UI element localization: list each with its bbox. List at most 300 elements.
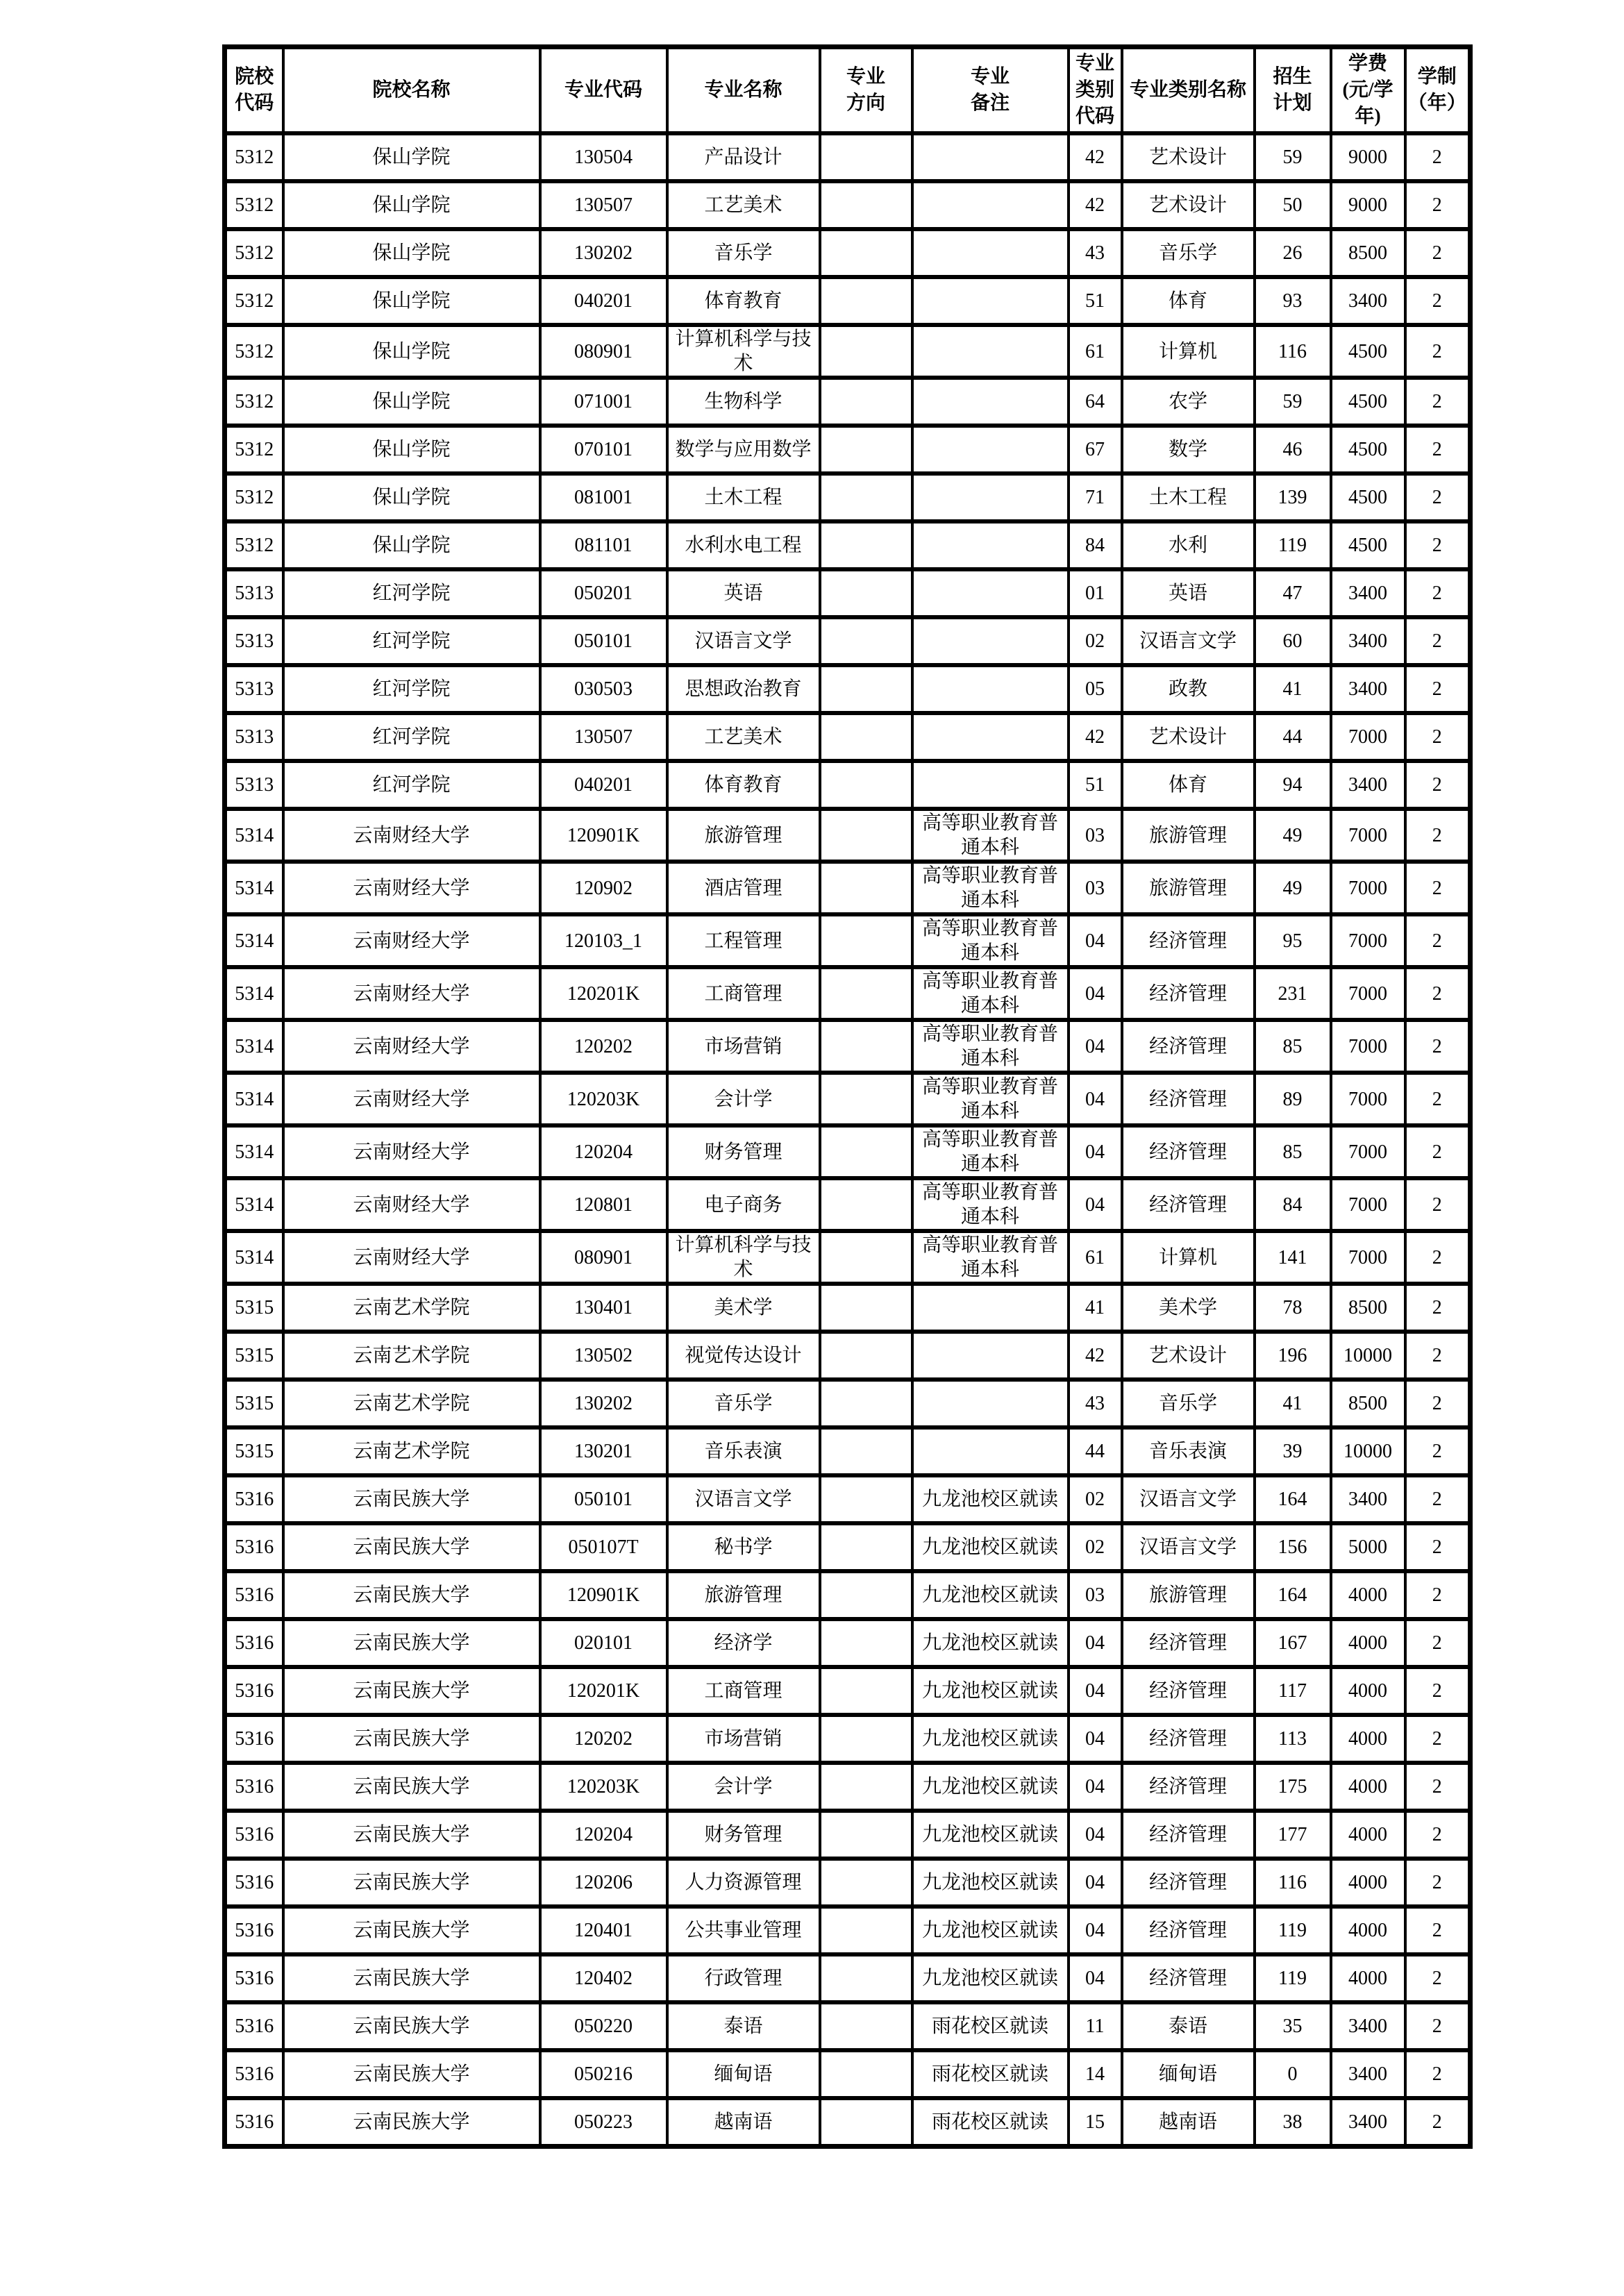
cell-category_name: 美术学 [1122, 1284, 1255, 1332]
cell-major_code: 050223 [540, 2098, 667, 2147]
cell-college_code: 5313 [225, 761, 283, 809]
cell-category_name: 经济管理 [1122, 1763, 1255, 1811]
cell-plan: 85 [1255, 1020, 1331, 1073]
cell-category_code: 51 [1069, 761, 1122, 809]
cell-major_name: 缅甸语 [667, 2050, 820, 2098]
cell-major_name: 汉语言文学 [667, 617, 820, 665]
cell-major_note [912, 713, 1069, 761]
cell-major_direction [820, 1571, 912, 1619]
cell-major_direction [820, 325, 912, 378]
cell-major_note [912, 426, 1069, 474]
cell-years: 2 [1405, 181, 1471, 229]
cell-major_code: 050220 [540, 2002, 667, 2050]
cell-major_direction [820, 277, 912, 325]
cell-tuition: 8500 [1331, 229, 1405, 277]
cell-major_code: 050101 [540, 1475, 667, 1523]
cell-years: 2 [1405, 713, 1471, 761]
table-row [225, 1475, 1471, 1523]
cell-plan: 49 [1255, 809, 1331, 862]
cell-plan: 89 [1255, 1073, 1331, 1125]
cell-category_code: 61 [1069, 325, 1122, 378]
cell-tuition: 8500 [1331, 1284, 1405, 1332]
cell-tuition: 4500 [1331, 325, 1405, 378]
cell-major_direction [820, 181, 912, 229]
cell-major_name: 旅游管理 [667, 809, 820, 862]
cell-major_note [912, 1427, 1069, 1475]
cell-category_code: 41 [1069, 1284, 1122, 1332]
cell-major_direction [820, 1619, 912, 1667]
table-row [225, 521, 1471, 569]
cell-major_note: 九龙池校区就读 [912, 1475, 1069, 1523]
cell-college_name: 云南艺术学院 [283, 1427, 540, 1475]
cell-major_code: 040201 [540, 277, 667, 325]
cell-plan: 167 [1255, 1619, 1331, 1667]
cell-tuition: 3400 [1331, 665, 1405, 713]
cell-category_code: 42 [1069, 133, 1122, 181]
cell-tuition: 4000 [1331, 1907, 1405, 1954]
cell-college_name: 云南民族大学 [283, 1523, 540, 1571]
cell-major_direction [820, 1859, 912, 1907]
cell-college_code: 5314 [225, 914, 283, 967]
cell-college_name: 保山学院 [283, 378, 540, 426]
cell-college_name: 云南财经大学 [283, 1178, 540, 1231]
cell-college_name: 云南财经大学 [283, 1073, 540, 1125]
cell-major_note: 高等职业教育普通本科 [912, 1020, 1069, 1073]
cell-major_direction [820, 1427, 912, 1475]
cell-major_direction [820, 1073, 912, 1125]
cell-major_note [912, 521, 1069, 569]
cell-college_code: 5316 [225, 1763, 283, 1811]
cell-major_note [912, 181, 1069, 229]
cell-years: 2 [1405, 2050, 1471, 2098]
cell-college_name: 红河学院 [283, 761, 540, 809]
cell-major_name: 生物科学 [667, 378, 820, 426]
cell-years: 2 [1405, 521, 1471, 569]
cell-years: 2 [1405, 569, 1471, 617]
table-row [225, 1523, 1471, 1571]
cell-tuition: 3400 [1331, 617, 1405, 665]
cell-major_code: 120402 [540, 1954, 667, 2002]
cell-major_name: 体育教育 [667, 761, 820, 809]
cell-major_note: 九龙池校区就读 [912, 1859, 1069, 1907]
cell-years: 2 [1405, 1571, 1471, 1619]
cell-college_code: 5316 [225, 1619, 283, 1667]
cell-college_name: 云南财经大学 [283, 1125, 540, 1178]
cell-major_direction [820, 1763, 912, 1811]
cell-category_name: 土木工程 [1122, 474, 1255, 521]
cell-years: 2 [1405, 2098, 1471, 2147]
cell-college_code: 5316 [225, 1715, 283, 1763]
cell-years: 2 [1405, 1332, 1471, 1380]
table-row [225, 2098, 1471, 2147]
cell-college_code: 5314 [225, 862, 283, 914]
cell-college_code: 5314 [225, 1178, 283, 1231]
cell-college_code: 5312 [225, 229, 283, 277]
cell-years: 2 [1405, 1523, 1471, 1571]
cell-years: 2 [1405, 1667, 1471, 1715]
cell-category_name: 音乐学 [1122, 229, 1255, 277]
cell-years: 2 [1405, 1020, 1471, 1073]
cell-tuition: 5000 [1331, 1523, 1405, 1571]
cell-college_code: 5314 [225, 1231, 283, 1284]
cell-major_code: 120901K [540, 809, 667, 862]
cell-major_code: 130504 [540, 133, 667, 181]
cell-plan: 175 [1255, 1763, 1331, 1811]
cell-college_code: 5312 [225, 133, 283, 181]
cell-major_note: 九龙池校区就读 [912, 1763, 1069, 1811]
cell-college_code: 5312 [225, 474, 283, 521]
cell-years: 2 [1405, 967, 1471, 1020]
cell-major_name: 市场营销 [667, 1715, 820, 1763]
cell-major_direction [820, 713, 912, 761]
cell-college_name: 云南民族大学 [283, 1667, 540, 1715]
table-row [225, 1859, 1471, 1907]
column-header-category_code: 专业 类别 代码 [1069, 47, 1122, 134]
cell-category_code: 43 [1069, 1380, 1122, 1427]
cell-major_note [912, 1332, 1069, 1380]
cell-major_name: 行政管理 [667, 1954, 820, 2002]
table-row [225, 1231, 1471, 1284]
cell-years: 2 [1405, 1475, 1471, 1523]
cell-major_name: 体育教育 [667, 277, 820, 325]
cell-tuition: 4500 [1331, 521, 1405, 569]
cell-category_name: 汉语言文学 [1122, 617, 1255, 665]
cell-major_code: 120801 [540, 1178, 667, 1231]
cell-category_code: 04 [1069, 1619, 1122, 1667]
cell-years: 2 [1405, 862, 1471, 914]
table-row [225, 1284, 1471, 1332]
cell-major_note: 高等职业教育普通本科 [912, 914, 1069, 967]
cell-college_name: 云南财经大学 [283, 967, 540, 1020]
cell-major_note: 九龙池校区就读 [912, 1954, 1069, 2002]
cell-major_name: 市场营销 [667, 1020, 820, 1073]
cell-major_name: 泰语 [667, 2002, 820, 2050]
cell-category_name: 计算机 [1122, 1231, 1255, 1284]
cell-major_note [912, 665, 1069, 713]
table-row [225, 1178, 1471, 1231]
cell-category_code: 02 [1069, 617, 1122, 665]
cell-major_direction [820, 1231, 912, 1284]
cell-category_code: 67 [1069, 426, 1122, 474]
cell-major_name: 计算机科学与技术 [667, 325, 820, 378]
cell-major_name: 人力资源管理 [667, 1859, 820, 1907]
cell-plan: 85 [1255, 1125, 1331, 1178]
cell-category_name: 汉语言文学 [1122, 1523, 1255, 1571]
table-row [225, 1125, 1471, 1178]
cell-college_name: 红河学院 [283, 569, 540, 617]
cell-major_direction [820, 665, 912, 713]
cell-major_direction [820, 133, 912, 181]
cell-major_code: 030503 [540, 665, 667, 713]
cell-years: 2 [1405, 2002, 1471, 2050]
cell-major_code: 080901 [540, 1231, 667, 1284]
cell-category_name: 经济管理 [1122, 1020, 1255, 1073]
cell-college_code: 5312 [225, 325, 283, 378]
cell-college_name: 红河学院 [283, 665, 540, 713]
cell-category_name: 经济管理 [1122, 1907, 1255, 1954]
table-row [225, 2050, 1471, 2098]
cell-plan: 26 [1255, 229, 1331, 277]
cell-college_code: 5314 [225, 1020, 283, 1073]
table-row [225, 1571, 1471, 1619]
cell-major_code: 081101 [540, 521, 667, 569]
cell-major_direction [820, 617, 912, 665]
cell-category_name: 计算机 [1122, 325, 1255, 378]
cell-tuition: 8500 [1331, 1380, 1405, 1427]
cell-major_note: 九龙池校区就读 [912, 1571, 1069, 1619]
cell-tuition: 4000 [1331, 1715, 1405, 1763]
column-header-college_code: 院校 代码 [225, 47, 283, 134]
column-header-plan: 招生 计划 [1255, 47, 1331, 134]
cell-major_name: 英语 [667, 569, 820, 617]
cell-plan: 139 [1255, 474, 1331, 521]
table-row [225, 426, 1471, 474]
cell-plan: 164 [1255, 1475, 1331, 1523]
cell-major_note: 九龙池校区就读 [912, 1907, 1069, 1954]
cell-college_name: 云南艺术学院 [283, 1380, 540, 1427]
cell-category_code: 51 [1069, 277, 1122, 325]
cell-tuition: 7000 [1331, 809, 1405, 862]
table-row [225, 1380, 1471, 1427]
cell-category_name: 经济管理 [1122, 1073, 1255, 1125]
cell-major_code: 120902 [540, 862, 667, 914]
cell-major_note: 九龙池校区就读 [912, 1523, 1069, 1571]
cell-major_name: 汉语言文学 [667, 1475, 820, 1523]
cell-category_name: 音乐学 [1122, 1380, 1255, 1427]
cell-major_direction [820, 914, 912, 967]
cell-plan: 116 [1255, 325, 1331, 378]
cell-major_note: 九龙池校区就读 [912, 1811, 1069, 1859]
cell-category_code: 01 [1069, 569, 1122, 617]
cell-college_name: 云南财经大学 [283, 914, 540, 967]
cell-major_note: 雨花校区就读 [912, 2050, 1069, 2098]
cell-tuition: 7000 [1331, 1125, 1405, 1178]
cell-college_name: 云南民族大学 [283, 1619, 540, 1667]
cell-tuition: 3400 [1331, 2050, 1405, 2098]
cell-tuition: 4000 [1331, 1667, 1405, 1715]
cell-category_name: 艺术设计 [1122, 133, 1255, 181]
cell-category_name: 旅游管理 [1122, 809, 1255, 862]
cell-category_code: 04 [1069, 1811, 1122, 1859]
cell-major_direction [820, 1475, 912, 1523]
cell-college_name: 云南财经大学 [283, 862, 540, 914]
cell-major_direction [820, 1523, 912, 1571]
cell-college_name: 保山学院 [283, 521, 540, 569]
cell-category_name: 经济管理 [1122, 967, 1255, 1020]
cell-major_name: 酒店管理 [667, 862, 820, 914]
cell-tuition: 4000 [1331, 1763, 1405, 1811]
cell-major_code: 130507 [540, 713, 667, 761]
cell-major_name: 财务管理 [667, 1125, 820, 1178]
cell-tuition: 9000 [1331, 181, 1405, 229]
cell-category_code: 71 [1069, 474, 1122, 521]
cell-category_code: 61 [1069, 1231, 1122, 1284]
cell-category_code: 43 [1069, 229, 1122, 277]
cell-plan: 46 [1255, 426, 1331, 474]
cell-category_name: 体育 [1122, 761, 1255, 809]
cell-category_code: 04 [1069, 1178, 1122, 1231]
cell-plan: 156 [1255, 1523, 1331, 1571]
cell-major_name: 计算机科学与技术 [667, 1231, 820, 1284]
cell-major_direction [820, 862, 912, 914]
cell-major_name: 旅游管理 [667, 1571, 820, 1619]
cell-tuition: 7000 [1331, 862, 1405, 914]
cell-major_direction [820, 1020, 912, 1073]
cell-years: 2 [1405, 1763, 1471, 1811]
table-row [225, 713, 1471, 761]
cell-plan: 35 [1255, 2002, 1331, 2050]
cell-category_name: 经济管理 [1122, 1859, 1255, 1907]
cell-major_name: 思想政治教育 [667, 665, 820, 713]
cell-major_direction [820, 1332, 912, 1380]
cell-plan: 164 [1255, 1571, 1331, 1619]
column-header-category_name: 专业类别名称 [1122, 47, 1255, 134]
cell-years: 2 [1405, 1619, 1471, 1667]
cell-major_note [912, 474, 1069, 521]
cell-college_name: 保山学院 [283, 474, 540, 521]
cell-category_name: 农学 [1122, 378, 1255, 426]
cell-major_name: 音乐表演 [667, 1427, 820, 1475]
cell-college_code: 5313 [225, 713, 283, 761]
cell-category_code: 04 [1069, 1954, 1122, 2002]
cell-years: 2 [1405, 426, 1471, 474]
column-header-major_name: 专业名称 [667, 47, 820, 134]
cell-category_code: 03 [1069, 1571, 1122, 1619]
cell-college_name: 云南民族大学 [283, 2098, 540, 2147]
cell-college_code: 5312 [225, 277, 283, 325]
cell-category_code: 84 [1069, 521, 1122, 569]
cell-college_code: 5315 [225, 1427, 283, 1475]
cell-major_direction [820, 1907, 912, 1954]
cell-college_code: 5316 [225, 1907, 283, 1954]
cell-plan: 93 [1255, 277, 1331, 325]
cell-major_code: 080901 [540, 325, 667, 378]
cell-college_code: 5316 [225, 1667, 283, 1715]
cell-major_direction [820, 474, 912, 521]
cell-major_note: 高等职业教育普通本科 [912, 1125, 1069, 1178]
cell-major_name: 会计学 [667, 1763, 820, 1811]
cell-major_direction [820, 2002, 912, 2050]
cell-plan: 119 [1255, 1907, 1331, 1954]
cell-college_name: 红河学院 [283, 713, 540, 761]
cell-college_code: 5312 [225, 181, 283, 229]
cell-plan: 49 [1255, 862, 1331, 914]
cell-college_code: 5316 [225, 1571, 283, 1619]
cell-major_name: 电子商务 [667, 1178, 820, 1231]
cell-college_name: 云南财经大学 [283, 1231, 540, 1284]
cell-major_code: 130502 [540, 1332, 667, 1380]
cell-major_name: 音乐学 [667, 1380, 820, 1427]
cell-college_name: 云南民族大学 [283, 1811, 540, 1859]
cell-major_note: 高等职业教育普通本科 [912, 809, 1069, 862]
cell-plan: 141 [1255, 1231, 1331, 1284]
column-header-major_note: 专业 备注 [912, 47, 1069, 134]
table-header-row [225, 47, 1471, 134]
cell-major_direction [820, 1811, 912, 1859]
column-header-major_direction: 专业 方向 [820, 47, 912, 134]
cell-category_name: 体育 [1122, 277, 1255, 325]
cell-major_name: 美术学 [667, 1284, 820, 1332]
cell-plan: 119 [1255, 521, 1331, 569]
cell-plan: 41 [1255, 1380, 1331, 1427]
cell-tuition: 7000 [1331, 1231, 1405, 1284]
cell-major_name: 工商管理 [667, 967, 820, 1020]
cell-category_code: 04 [1069, 1763, 1122, 1811]
cell-years: 2 [1405, 617, 1471, 665]
table-row [225, 378, 1471, 426]
cell-major_note: 高等职业教育普通本科 [912, 1231, 1069, 1284]
cell-major_name: 经济学 [667, 1619, 820, 1667]
cell-tuition: 7000 [1331, 1178, 1405, 1231]
cell-category_code: 05 [1069, 665, 1122, 713]
cell-category_name: 经济管理 [1122, 1954, 1255, 2002]
table-row [225, 1073, 1471, 1125]
cell-category_code: 42 [1069, 181, 1122, 229]
cell-major_direction [820, 2050, 912, 2098]
cell-plan: 47 [1255, 569, 1331, 617]
cell-category_code: 04 [1069, 1859, 1122, 1907]
cell-major_note: 高等职业教育普通本科 [912, 1178, 1069, 1231]
cell-major_direction [820, 761, 912, 809]
cell-major_note [912, 277, 1069, 325]
cell-years: 2 [1405, 1715, 1471, 1763]
cell-college_name: 保山学院 [283, 277, 540, 325]
table-row [225, 1907, 1471, 1954]
cell-major_code: 120202 [540, 1020, 667, 1073]
table-row [225, 474, 1471, 521]
cell-major_code: 050201 [540, 569, 667, 617]
cell-major_note [912, 378, 1069, 426]
cell-plan: 41 [1255, 665, 1331, 713]
column-header-college_name: 院校名称 [283, 47, 540, 134]
cell-years: 2 [1405, 1125, 1471, 1178]
cell-category_code: 04 [1069, 1667, 1122, 1715]
cell-college_code: 5314 [225, 1125, 283, 1178]
cell-category_code: 15 [1069, 2098, 1122, 2147]
cell-category_name: 汉语言文学 [1122, 1475, 1255, 1523]
cell-college_code: 5314 [225, 967, 283, 1020]
cell-major_note: 九龙池校区就读 [912, 1619, 1069, 1667]
cell-college_name: 云南艺术学院 [283, 1284, 540, 1332]
cell-college_name: 云南民族大学 [283, 1571, 540, 1619]
cell-major_code: 120901K [540, 1571, 667, 1619]
cell-college_code: 5313 [225, 569, 283, 617]
cell-major_code: 120206 [540, 1859, 667, 1907]
cell-college_name: 云南民族大学 [283, 1907, 540, 1954]
cell-tuition: 7000 [1331, 967, 1405, 1020]
cell-category_name: 英语 [1122, 569, 1255, 617]
cell-years: 2 [1405, 1907, 1471, 1954]
cell-category_code: 02 [1069, 1523, 1122, 1571]
cell-major_code: 120401 [540, 1907, 667, 1954]
table-row [225, 1427, 1471, 1475]
cell-major_code: 040201 [540, 761, 667, 809]
cell-plan: 39 [1255, 1427, 1331, 1475]
table-row [225, 1811, 1471, 1859]
cell-major_note [912, 133, 1069, 181]
column-header-tuition: 学费 (元/学 年) [1331, 47, 1405, 134]
cell-major_code: 120201K [540, 967, 667, 1020]
cell-major_name: 产品设计 [667, 133, 820, 181]
cell-category_code: 11 [1069, 2002, 1122, 2050]
cell-major_code: 130401 [540, 1284, 667, 1332]
cell-major_direction [820, 426, 912, 474]
cell-tuition: 7000 [1331, 1020, 1405, 1073]
cell-major_name: 秘书学 [667, 1523, 820, 1571]
cell-years: 2 [1405, 1231, 1471, 1284]
cell-tuition: 3400 [1331, 2098, 1405, 2147]
cell-category_code: 44 [1069, 1427, 1122, 1475]
